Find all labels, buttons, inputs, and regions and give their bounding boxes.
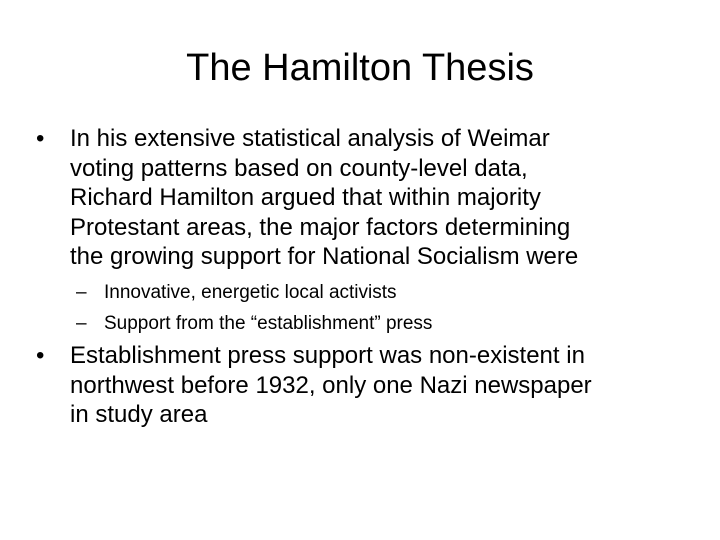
bullet-dot: • [36, 125, 45, 152]
bullet-1-text [70, 124, 700, 272]
sub-bullet-dash: – [76, 313, 87, 334]
bullet-2-text [70, 341, 700, 430]
bullet-2-line-1: Establishment press support was non-existent in [70, 342, 585, 369]
bullet-2-line-3: in study area [70, 401, 208, 428]
bullet-1-line-4: Protestant areas, the major factors determining [70, 213, 571, 241]
sub-bullet-dash: – [76, 282, 87, 303]
sub-bullet-1-text: Innovative, energetic local activists [104, 282, 397, 303]
sub-bullet-2-text: Support from the “establishment” press [104, 313, 433, 334]
bullet-dot: • [36, 342, 45, 369]
bullet-1-line-5: the growing support for National Socialism were [70, 243, 579, 270]
slide-title: The Hamilton Thesis [186, 47, 534, 89]
bullet-1-line-3: Richard Hamilton argued that within majority [70, 184, 541, 211]
bullet-1-line-1: In his extensive statistical analysis of Weimar [70, 125, 550, 152]
bullet-1-line-2: voting patterns based on county-level data, [70, 154, 528, 182]
bullet-2-line-2: northwest before 1932, only one Nazi newspaper [70, 371, 592, 399]
